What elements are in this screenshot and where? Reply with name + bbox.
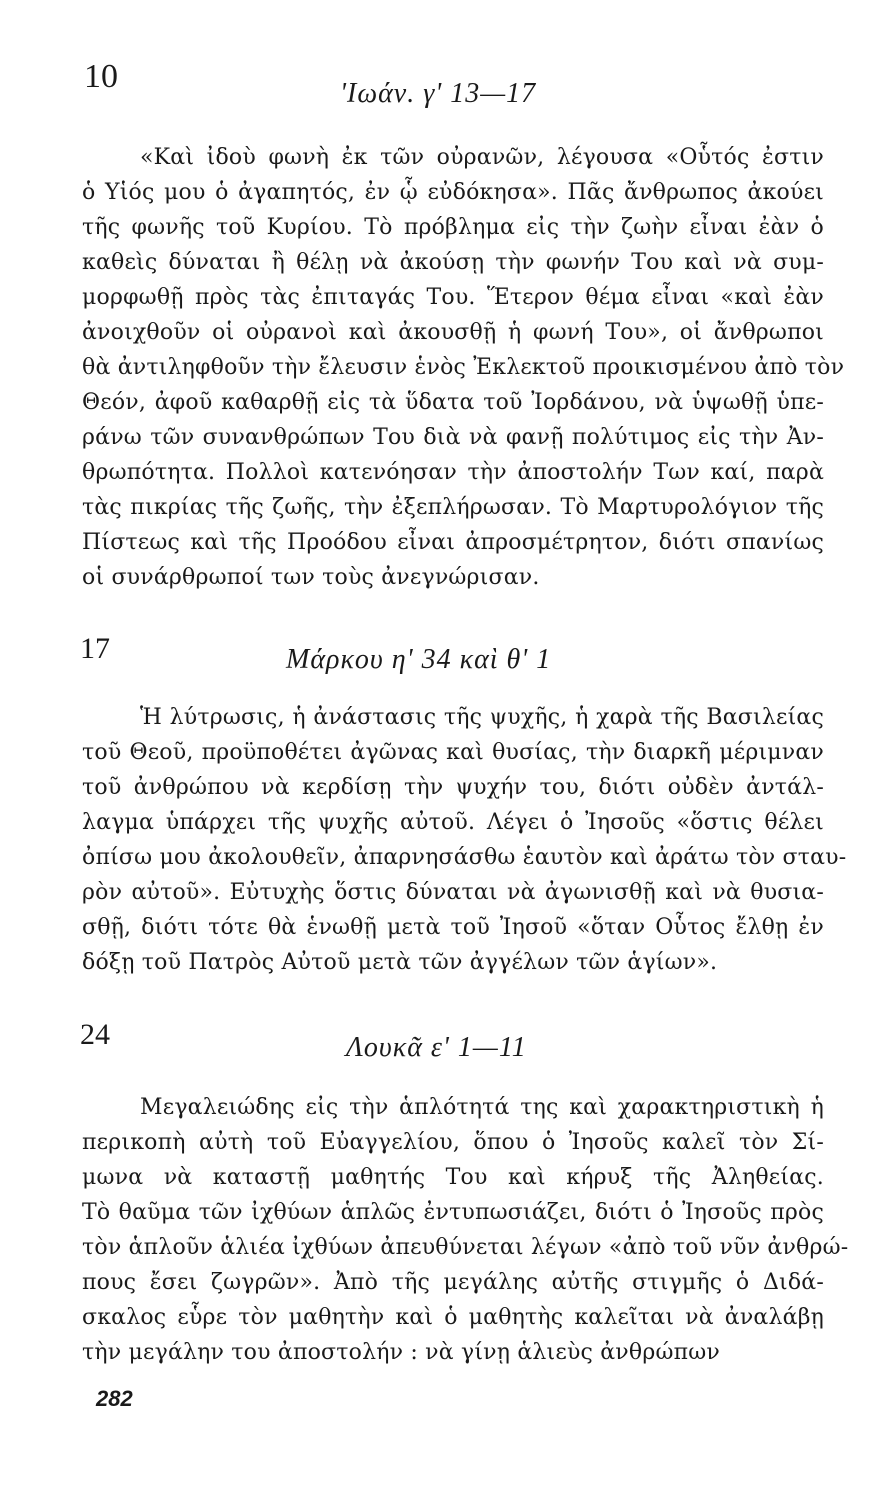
text-line: πους ἔσει ζωγρῶν». Ἀπὸ τῆς μεγάλης αὐτῆς στιγμῆς ὁ Διδά- bbox=[82, 1270, 824, 1295]
text-line: μωνα νὰ καταστῇ μαθητής Του καὶ κήρυξ τῆς Ἀληθείας. bbox=[82, 1165, 824, 1190]
page-number-top: 10 bbox=[84, 58, 118, 95]
text-line: λαγμα ὑπάρχει τῆς ψυχῆς αὐτοῦ. Λέγει ὁ Ἰησοῦς «ὅστις θέλει bbox=[82, 810, 824, 835]
section-2-number: 17 bbox=[80, 632, 110, 665]
text-line: ὀπίσω μου ἀκολουθεῖν, ἀπαρνησάσθω ἑαυτὸν καὶ ἀράτω τὸν σταυ- bbox=[82, 845, 847, 870]
text-line: περικοπὴ αὐτὴ τοῦ Εὐαγγελίου, ὅπου ὁ Ἰησοῦς καλεῖ τὸν Σί- bbox=[82, 1130, 824, 1155]
text-line: τοῦ ἀνθρώπου νὰ κερδίσῃ τὴν ψυχήν του, διότι οὐδὲν ἀντάλ- bbox=[82, 775, 824, 800]
text-line: τῆς φωνῆς τοῦ Κυρίου. Τὸ πρόβλημα εἰς τὴν ζωὴν εἶναι ἐὰν ὁ bbox=[82, 215, 824, 240]
section-1-paragraph bbox=[82, 140, 845, 595]
text-line: τὸν ἁπλοῦν ἁλιέα ἰχθύων ἀπευθύνεται λέγων «ἀπὸ τοῦ νῦν ἀνθρώ- bbox=[82, 1235, 849, 1260]
text-line: ἀνοιχθοῦν οἱ οὐρανοὶ καὶ ἀκουσθῇ ἡ φωνή Του», οἱ ἄνθρωποι bbox=[82, 320, 824, 345]
section-2-paragraph bbox=[82, 700, 847, 980]
page-number-bottom: 282 bbox=[96, 1386, 133, 1411]
text-line: Πίστεως καὶ τῆς Προόδου εἶναι ἀπροσμέτρητον, διότι σπανίως bbox=[82, 530, 824, 555]
text-line: ὁ Υἱός μου ὁ ἀγαπητός, ἐν ᾧ εὐδόκησα». Πᾶς ἄνθρωπος ἀκούει bbox=[82, 180, 824, 205]
section-2-heading: Μάρκου η' 34 καὶ θ' 1 bbox=[286, 644, 552, 675]
text-line: τὴν μεγάλην του ἀποστολήν : νὰ γίνῃ ἁλιεὺς ἀνθρώπων bbox=[82, 1340, 720, 1365]
text-line: τοῦ Θεοῦ, προϋποθέτει ἀγῶνας καὶ θυσίας, τὴν διαρκῆ μέριμναν bbox=[82, 740, 824, 765]
text-line: δόξῃ τοῦ Πατρὸς Αὐτοῦ μετὰ τῶν ἀγγέλων τῶν ἁγίων». bbox=[82, 950, 718, 975]
text-line: σκαλος εὗρε τὸν μαθητὴν καὶ ὁ μαθητὴς καλεῖται νὰ ἀναλάβῃ bbox=[82, 1305, 824, 1330]
text-line: οἱ συνάρθρωποί των τοὺς ἀνεγνώρισαν. bbox=[82, 565, 540, 590]
text-line: Μεγαλειώδης εἰς τὴν ἁπλότητά της καὶ χαρακτηριστικὴ ἡ bbox=[140, 1095, 824, 1120]
text-line: Θεόν, ἀφοῦ καθαρθῇ εἰς τὰ ὕδατα τοῦ Ἰορδάνου, νὰ ὑψωθῇ ὑπε- bbox=[82, 390, 824, 415]
text-line: Τὸ θαῦμα τῶν ἰχθύων ἁπλῶς ἐντυπωσιάζει, διότι ὁ Ἰησοῦς πρὸς bbox=[82, 1200, 824, 1225]
text-line: θὰ ἀντιληφθοῦν τὴν ἔλευσιν ἑνὸς Ἐκλεκτοῦ προικισμένου ἀπὸ τὸν bbox=[82, 355, 845, 380]
text-line: σθῇ, διότι τότε θὰ ἑνωθῇ μετὰ τοῦ Ἰησοῦ «ὅταν Οὗτος ἔλθῃ ἐν bbox=[82, 915, 824, 940]
text-line: θρωπότητα. Πολλοὶ κατενόησαν τὴν ἀποστολήν Των καί, παρὰ bbox=[82, 460, 824, 485]
text-line: μορφωθῇ πρὸς τὰς ἐπιταγάς Του. Ἕτερον θέμα εἶναι «καὶ ἐὰν bbox=[82, 285, 824, 310]
text-line: ρὸν αὐτοῦ». Εὐτυχὴς ὅστις δύναται νὰ ἀγωνισθῇ καὶ νὰ θυσια- bbox=[82, 880, 824, 905]
section-3-heading: Λουκᾶ ε' 1—11 bbox=[346, 1032, 527, 1063]
section-1-heading: 'Ιωάν. γ' 13—17 bbox=[340, 78, 537, 109]
text-line: Ἡ λύτρωσις, ἡ ἀνάστασις τῆς ψυχῆς, ἡ χαρὰ τῆς Βασιλείας bbox=[140, 705, 824, 730]
text-line: ράνω τῶν συνανθρώπων Του διὰ νὰ φανῇ πολύτιμος εἰς τὴν Ἀν- bbox=[82, 425, 824, 450]
section-3-paragraph bbox=[82, 1090, 849, 1370]
text-line: καθεὶς δύναται ἢ θέλῃ νὰ ἀκούσῃ τὴν φωνήν Του καὶ νὰ συμ- bbox=[82, 250, 824, 275]
text-line: «Καὶ ἰδοὺ φωνὴ ἐκ τῶν οὐρανῶν, λέγουσα «Οὗτός ἐστιν bbox=[140, 145, 824, 170]
text-line: τὰς πικρίας τῆς ζωῆς, τὴν ἐξεπλήρωσαν. Τὸ Μαρτυρολόγιον τῆς bbox=[82, 495, 824, 520]
section-3-number: 24 bbox=[80, 1018, 110, 1051]
